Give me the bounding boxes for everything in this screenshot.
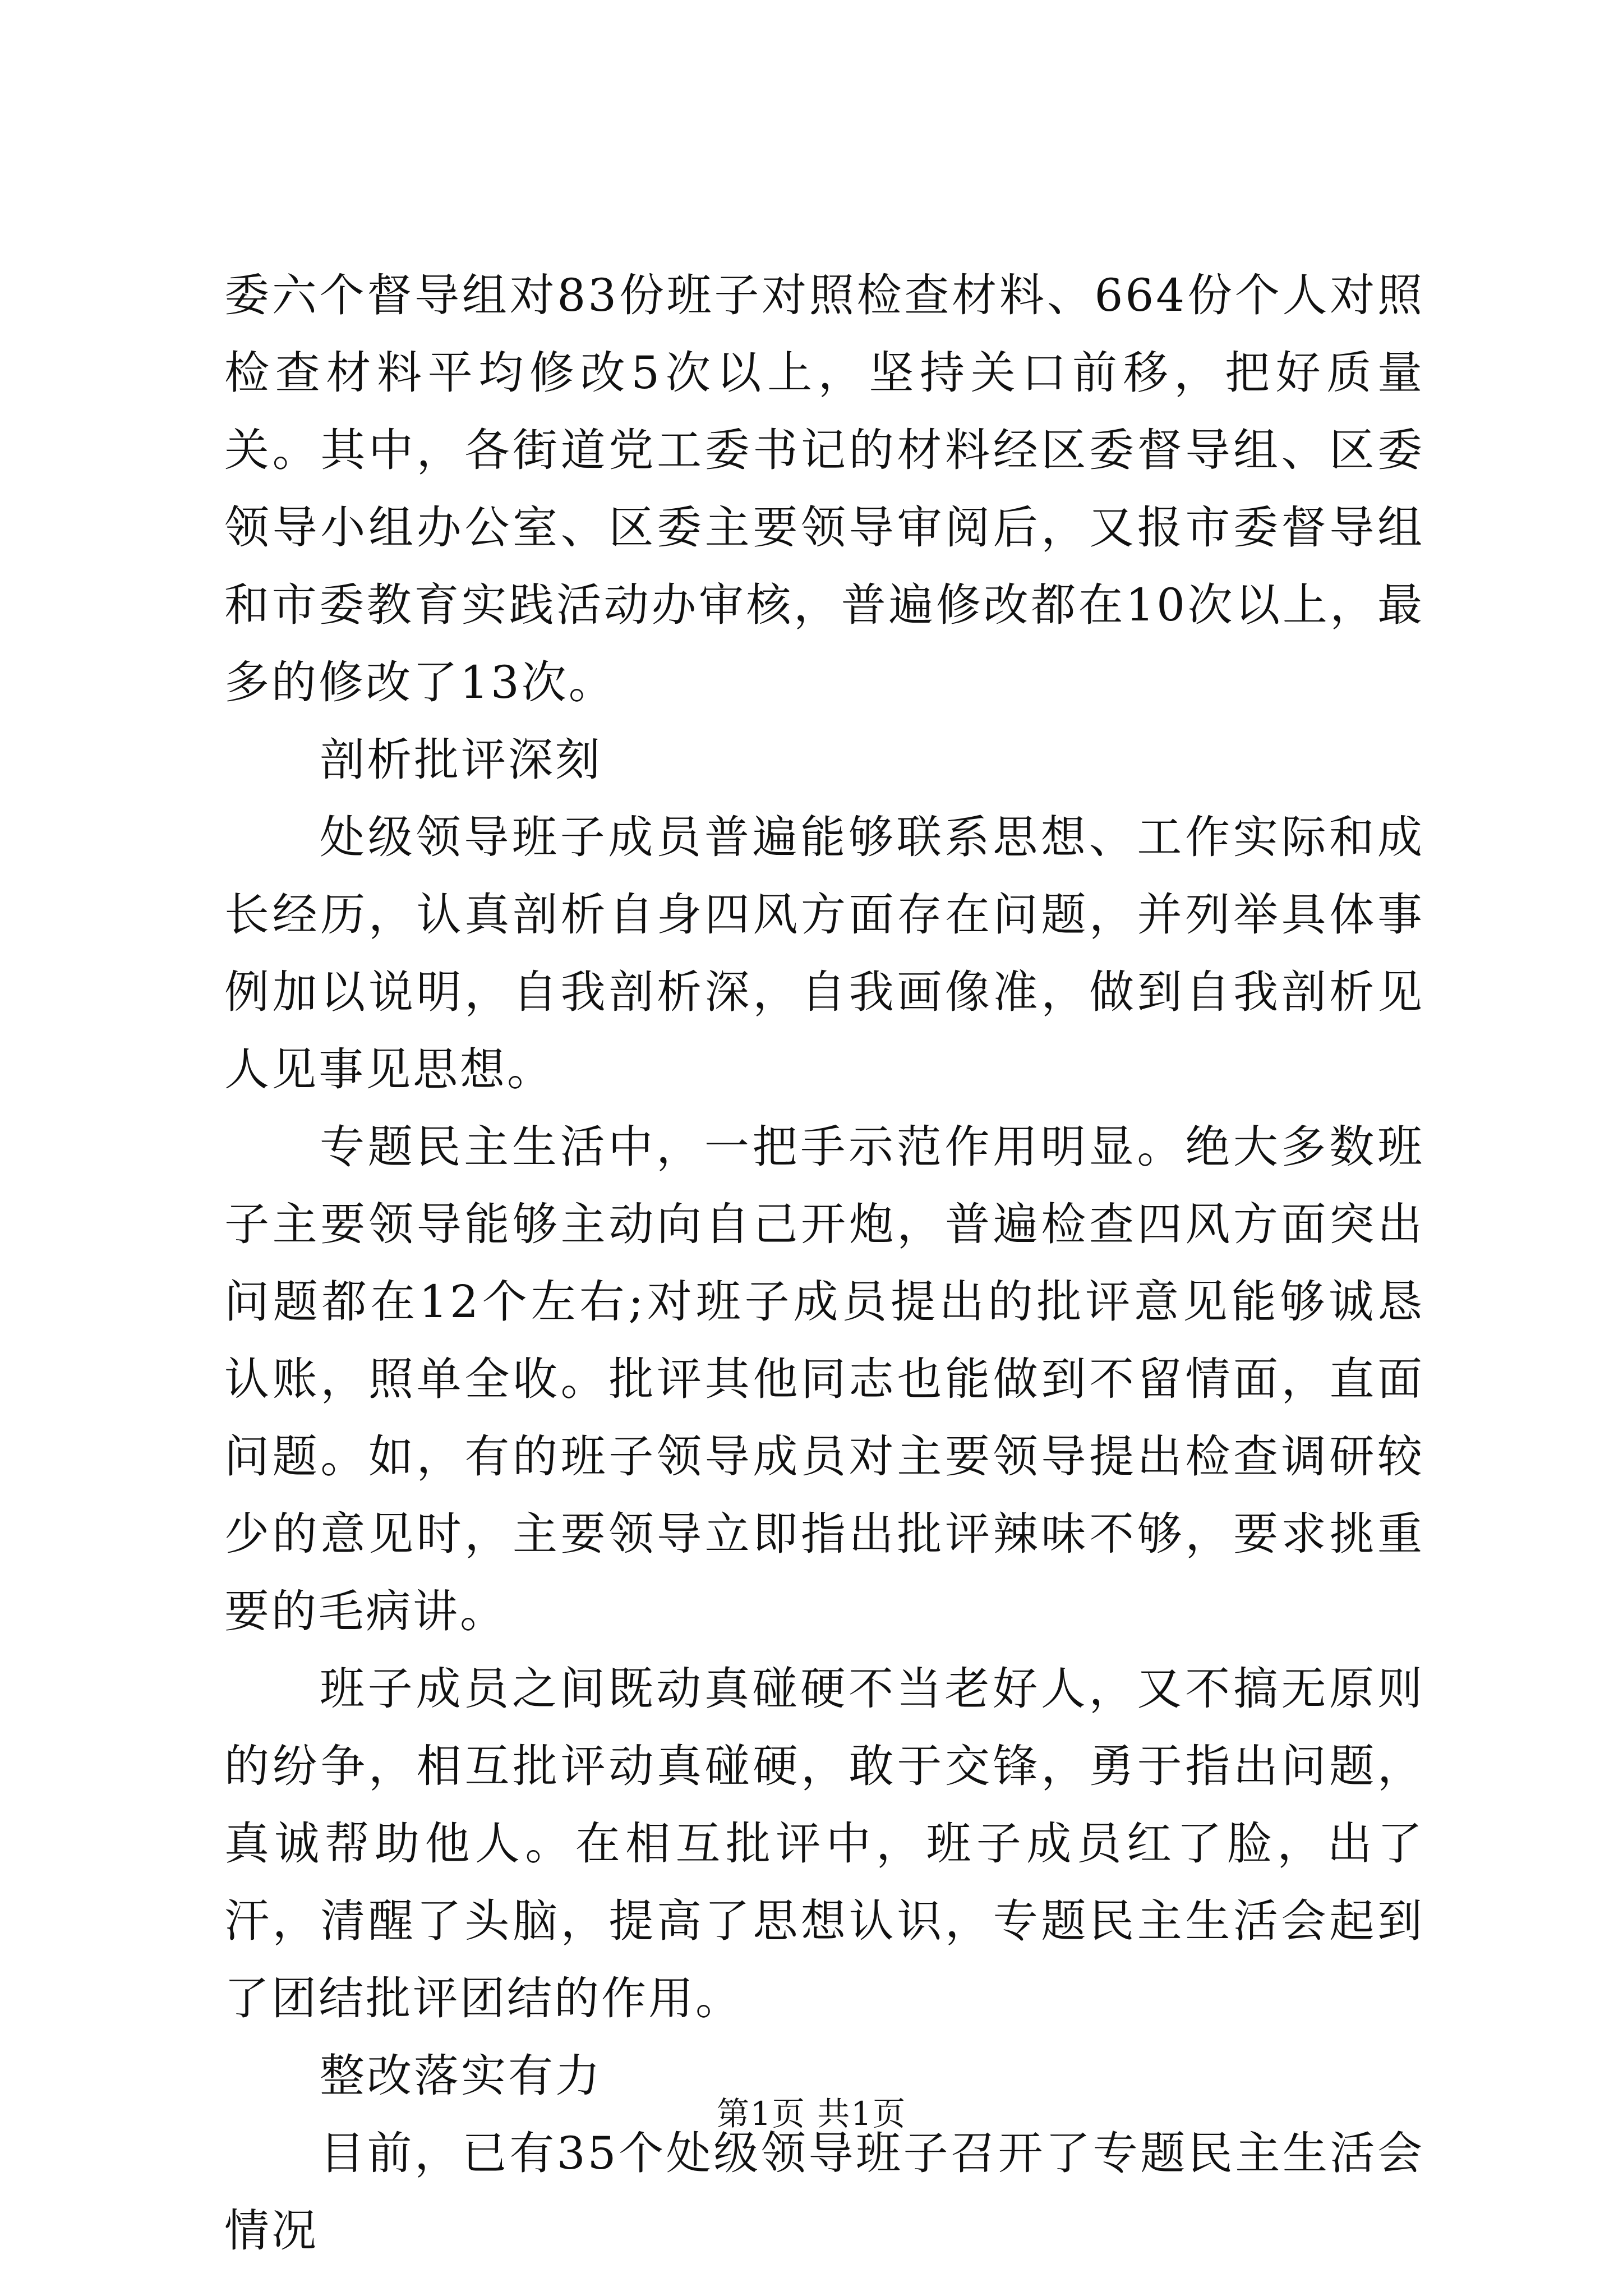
- body-paragraph-4: 班子成员之间既动真碰硬不当老好人，又不搞无原则的纷争，相互批评动真碰硬，敢于交锋，勇于指出问题，真诚帮助他人。在相互批评中，班子成员红了脸，出了汗，清醒了头脑，提高了思想认识，专题民主生活会起到了团结批评团结的作用。: [224, 1663, 1424, 2024]
- body-paragraph-5: 目前，已有35个处级领导班子召开了专题民主生活会情况: [224, 2127, 1424, 2257]
- body-paragraph-1: 委六个督导组对83份班子对照检查材料、664份个人对照检查材料平均修改5次以上，坚持关口前移，把好质量关。其中，各街道党工委书记的材料经区委督导组、区委领导小组办公室、区委主要领导审阅后，又报市委督导组和市委教育实践活动办审核，普遍修改都在10次以上，最多的修改了13次。: [224, 269, 1424, 708]
- section-heading-analysis: 剖析批评深刻: [320, 734, 602, 786]
- body-paragraph-3: 专题民主生活中，一把手示范作用明显。绝大多数班子主要领导能够主动向自己开炮，普遍检查四风方面突出问题都在12个左右;对班子成员提出的批评意见能够诚恳认账，照单全收。批评其他同志也能做到不留情面，直面问题。如，有的班子领导成员对主要领导提出检查调研较少的意见时，主要领导立即指出批评辣味不够，要求挑重要的毛病讲。: [224, 1121, 1424, 1637]
- document-body: [224, 257, 1424, 2270]
- body-paragraph-2: 处级领导班子成员普遍能够联系思想、工作实际和成长经历，认真剖析自身四风方面存在问题，并列举具体事例加以说明，自我剖析深，自我画像准，做到自我剖析见人见事见思想。: [224, 811, 1424, 1096]
- page-footer: 第1页 共1页: [716, 2095, 907, 2133]
- section-heading-rectification: 整改落实有力: [320, 2050, 602, 2102]
